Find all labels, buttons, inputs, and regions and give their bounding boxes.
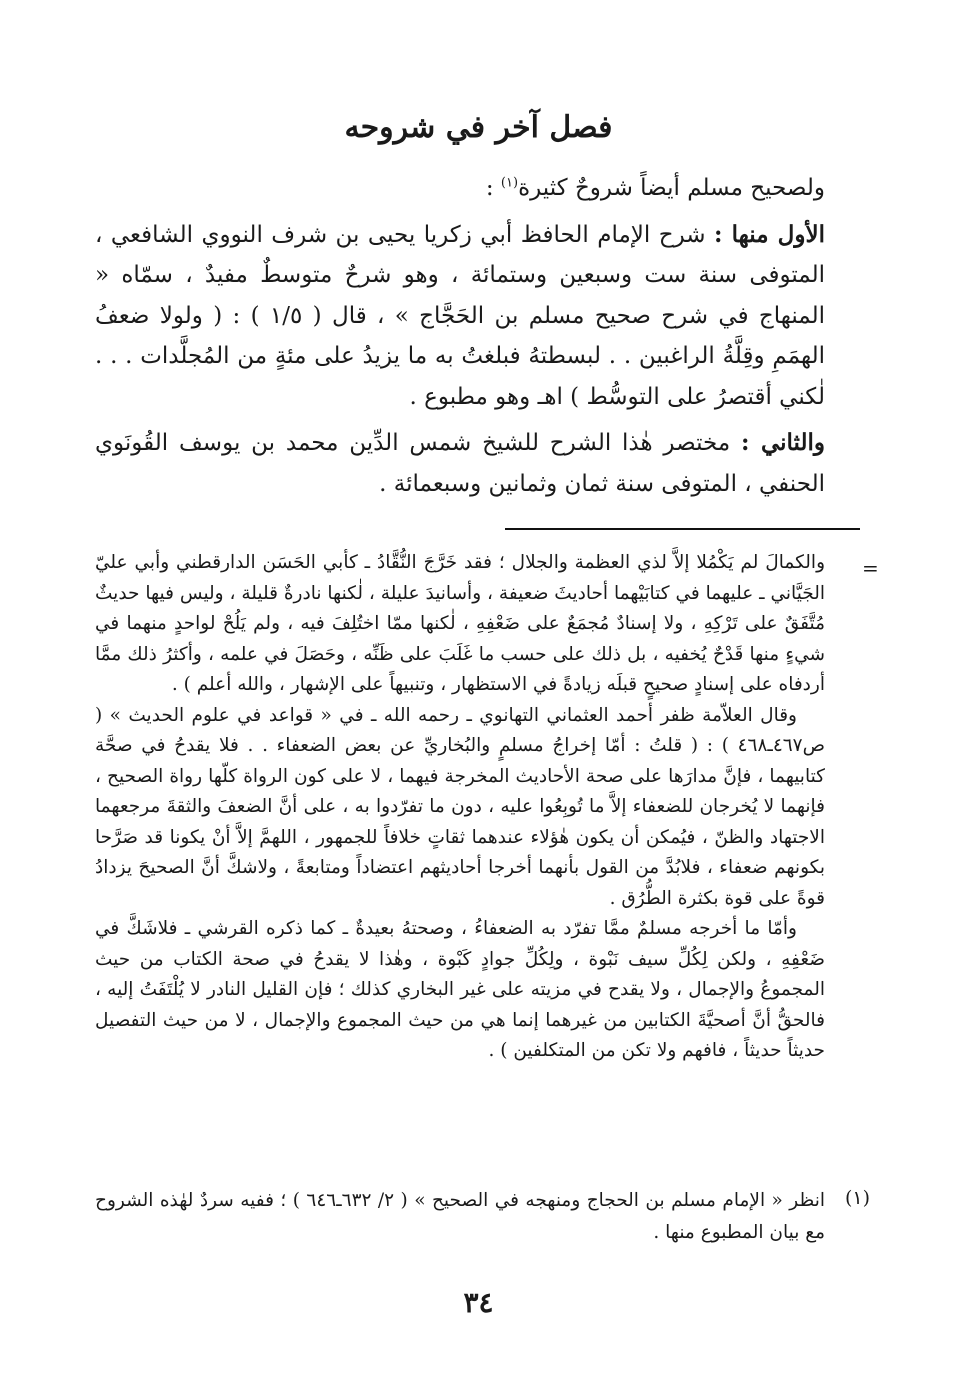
first-label: الأول منها : [714, 220, 826, 248]
intro-text: ولصحيح مسلم أيضاً شروحٌ كثيرة [518, 175, 825, 201]
footnote-text: انظر « الإمام مسلم بن الحجاج ومنهجه في الصحيح » ( ٢/ ٦٣٢ـ٦٤٦ ) ؛ ففيه سردٌ لهٰذه الشروح مع بيان المطبوع منها . [95, 1190, 825, 1243]
footnote-continuation [95, 548, 825, 1067]
first-text: شرح الإمام الحافظ أبي زكريا يحيى بن شرف النووي الشافعي ، المتوفى سنة ست وسبعين وستمائة ، وهو شرحٌ متوسطٌ مفيدٌ ، سمّاه « المنهاج في شرح صحيح مسلم بن الحَجَّاج » ، قال ( ١/٥ ) : ( ولولا ضعفُ الهمَمِ وقِلَّةُ الراغبين . . لبسطتهُ فبلغتُ به ما يزيدُ على مئةٍ من المُجلَّدات . . . لٰكني أقتصرُ على التوسُّط ) اهـ وهو مطبوع . [95, 221, 825, 410]
second-commentary-paragraph [95, 423, 825, 504]
second-text: مختصر هٰذا الشرح للشيخ شمس الدِّين محمد بن يوسف القُونَوي الحنفي ، المتوفى سنة ثمان وثمانين وسبعمائة . [95, 430, 825, 497]
footnote-separator [505, 528, 860, 530]
footnote-ref[interactable]: (١) [500, 175, 519, 191]
chapter-title: فصل آخر في شروحه [344, 110, 613, 145]
first-commentary-paragraph [95, 215, 825, 418]
page-number: ٣٤ [463, 1286, 494, 1319]
main-text [95, 168, 825, 504]
continuation-mark: = [862, 556, 879, 580]
footnote-number: (١) [845, 1187, 871, 1209]
second-label: والثاني : [740, 429, 825, 456]
intro-tail: : [485, 175, 501, 201]
intro-paragraph [95, 168, 825, 209]
note-paragraph: والكمالَ لم يَكْمُلا إلاَّ لذي العظمة والجلال ؛ فقد خَرَّجَ النُّقَّادُ ـ كأبي الحَسَن الدارقطني وأبي عليّ الجَيَّاني ـ عليهما في كتابَيْهما أحاديثَ ضعيفة ، وأسانيدَ عليلة ، لٰكنها نادرةٌ قليلة ، وليس فيها حديثٌ مُتَّفَقٌ على تَرْكِهِ ، ولا إسنادٌ مُجمَعٌ على ضَعْفِهِ ، لٰكنها ممّا اختُلِفَ فيه ، ولم يَلُحْ لواحدٍ منهما في شيءٍ منها قَدْحٌ يُخفيه ، بل ذلك على حسب ما غَلَبَ على ظَنِّه ، وحَصَلَ في علمه ، وأكثرُ ذلك ممَّا أردفاه على إسنادٍ صحيحٍ قبلَه زيادةً في الاستظهار ، وتنبيهاً على الإشهار ، والله أعلم ) . [95, 552, 825, 695]
note-paragraph: وقال العلاّمة ظفر أحمد العثماني التهانوي ـ رحمه الله ـ في « قواعد في علوم الحديث » ( ص٤٦٧ـ٤٦٨ ) : ( قلتُ : أمّا إخراجُ مسلمٍ والبُخاريِّ عن بعض الضعفاء . . فلا يقدحُ في صحَّة كتابيهما ، فإنَّ مدارَها على صحة الأحاديث المخرجة فيهما ، لا على كون الرواة كلّها رواة الصحيح ، فإنهما لا يُخرجان للضعفاء إلاَّ ما تُوبِعُوا عليه ، دون ما تفرّدوا به ، على أنَّ الضعفَ والثقةَ مرجعهما الاجتهاد والظنّ ، فيُمكن أن يكون هٰؤلاء عندهما ثقاتٍ خلافاً للجمهور ، اللهمَّ إلاَّ أنْ يكونا قد صَرَّحا بكونهم ضعفاء ، فلابُدَّ من القول بأنهما أخرجا أحاديثهم اعتضاداً ومتابعةً ، ولاشكَّ أنَّ الصحيحَ يزدادُ قوةً على قوة بكثرة الطُّرُق . [95, 704, 825, 909]
note-paragraph: وأمّا ما أخرجه مسلمٌ ممَّا تفرّد به الضعفاءُ ، وصحتهُ بعيدةٌ ـ كما ذكره القرشي ـ فلاشَكَّ في ضَعْفِهِ ، ولكن لِكُلِّ سيف نَبْوة ، ولِكُلِّ جوادٍ كَبْوة ، وهٰذا لا يقدحُ في صحة الكتاب من حيث المجموعُ والإجمال ، ولا يقدح في مزيته على غير البخاري كذلك ؛ فإن القليل النادر لا يُلْتَفَتُ إليه ، فالحقُّ أنَّ أصحيَّةَ الكتابين من غيرهما إنما هي من حيث المجموع والإجمال ، لا من حيث التفصيل حديثاً حديثاً ، فافهم ولا تكن من المتكلفين ) . [95, 918, 825, 1061]
